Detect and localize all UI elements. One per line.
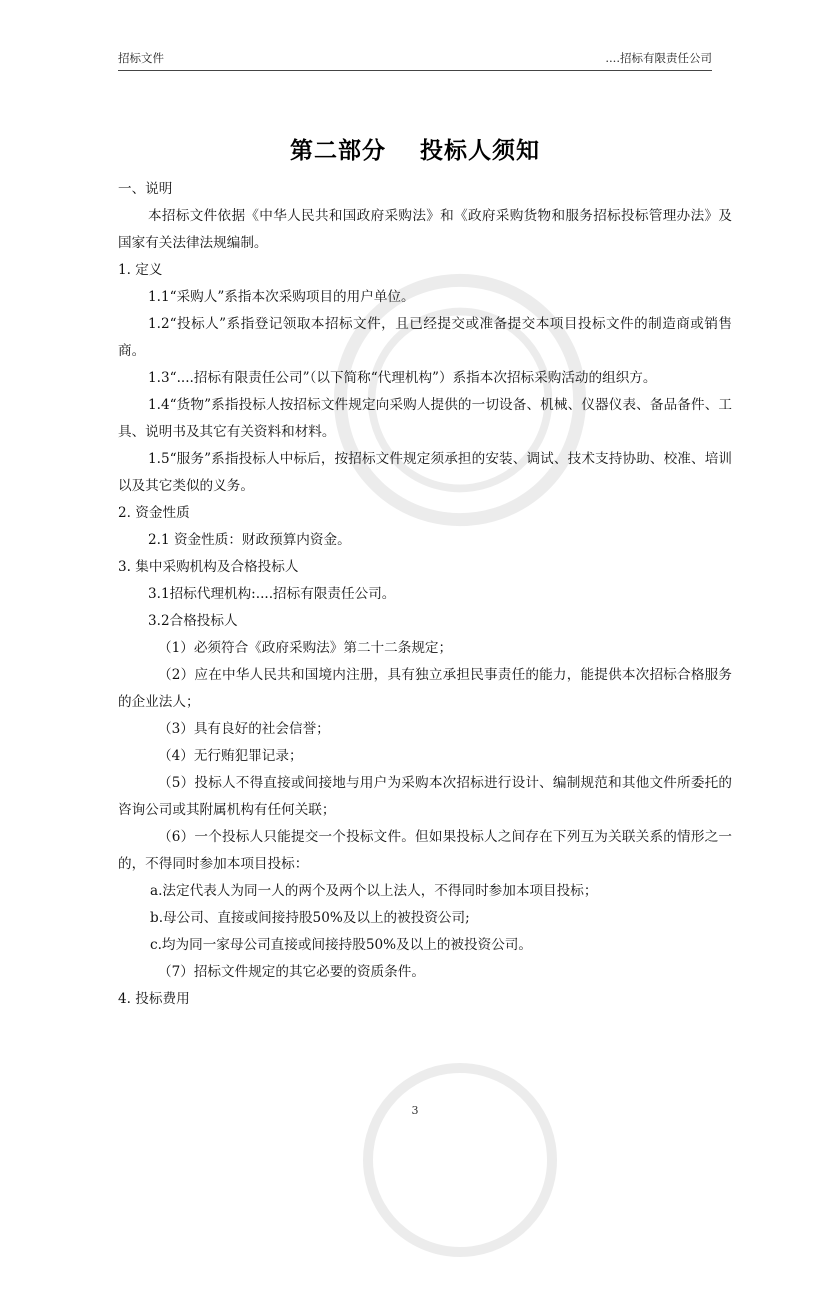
qualification-item: （6）一个投标人只能提交一个投标文件。但如果投标人之间存在下列互为关联关系的情形之一的，不得同时参加本项目投标： bbox=[118, 829, 732, 872]
page-title bbox=[0, 132, 830, 165]
page-number: 3 bbox=[411, 1104, 419, 1117]
relation-item: c.均为同一家母公司直接或间接持股50%及以上的被投资公司。 bbox=[150, 937, 532, 953]
qualification-item: （4）无行贿犯罪记录； bbox=[158, 748, 303, 764]
header-right-text: ....招标有限责任公司 bbox=[605, 51, 712, 65]
title-part: 第二部分 bbox=[290, 137, 386, 164]
definition-item: 1.4“货物”系指投标人按招标文件规定向采购人提供的一切设备、机械、仪器仪表、备品备件、工具、说明书及其它有关资料和材料。 bbox=[118, 397, 732, 440]
header-left-text: 招标文件 bbox=[118, 51, 164, 65]
watermark-seal-icon bbox=[323, 1023, 596, 1296]
page-header bbox=[118, 50, 712, 71]
fund-item: 2.1 资金性质：财政预算内资金。 bbox=[148, 532, 351, 548]
definition-item: 1.3“....招标有限责任公司”（以下简称“代理机构”）系指本次招标采购活动的组织方。 bbox=[148, 370, 657, 386]
section-heading: 2. 资金性质 bbox=[118, 505, 190, 521]
qualification-item: （5）投标人不得直接或间接地与用户为采购本次招标进行设计、编制规范和其他文件所委托的咨询公司或其附属机构有任何关联； bbox=[118, 775, 732, 818]
relation-item: a.法定代表人为同一人的两个及两个以上法人，不得同时参加本项目投标； bbox=[150, 883, 598, 899]
definition-item: 1.5“服务”系指投标人中标后，按招标文件规定须承担的安装、调试、技术支持协助、校准、培训以及其它类似的义务。 bbox=[118, 451, 732, 494]
title-name: 投标人须知 bbox=[420, 137, 540, 164]
section-heading: 3. 集中采购机构及合格投标人 bbox=[118, 559, 299, 575]
section-heading: 4. 投标费用 bbox=[118, 991, 190, 1007]
agency-item: 3.1招标代理机构:....招标有限责任公司。 bbox=[148, 586, 396, 602]
qualification-item: （1）必须符合《政府采购法》第二十二条规定； bbox=[158, 640, 453, 656]
qualification-item: （3）具有良好的社会信誉； bbox=[158, 721, 330, 737]
definition-item: 1.2“投标人”系指登记领取本招标文件，且已经提交或准备提交本项目投标文件的制造商或销售商。 bbox=[118, 316, 732, 359]
qualification-item: （2）应在中华人民共和国境内注册，具有独立承担民事责任的能力，能提供本次招标合格服务的企业法人； bbox=[118, 667, 732, 710]
qualification-item: （7）招标文件规定的其它必要的资质条件。 bbox=[158, 964, 425, 980]
section-heading: 一、说明 bbox=[118, 181, 173, 197]
relation-item: b.母公司、直接或间接持股50%及以上的被投资公司; bbox=[150, 910, 470, 926]
definition-item: 1.1“采购人”系指本次采购项目的用户单位。 bbox=[148, 289, 415, 305]
agency-item: 3.2合格投标人 bbox=[148, 613, 238, 629]
document-body bbox=[118, 176, 732, 1013]
section-heading: 1. 定义 bbox=[118, 262, 163, 278]
paragraph: 本招标文件依据《中华人民共和国政府采购法》和《政府采购货物和服务招标投标管理办法》及国家有关法律法规编制。 bbox=[118, 208, 732, 251]
